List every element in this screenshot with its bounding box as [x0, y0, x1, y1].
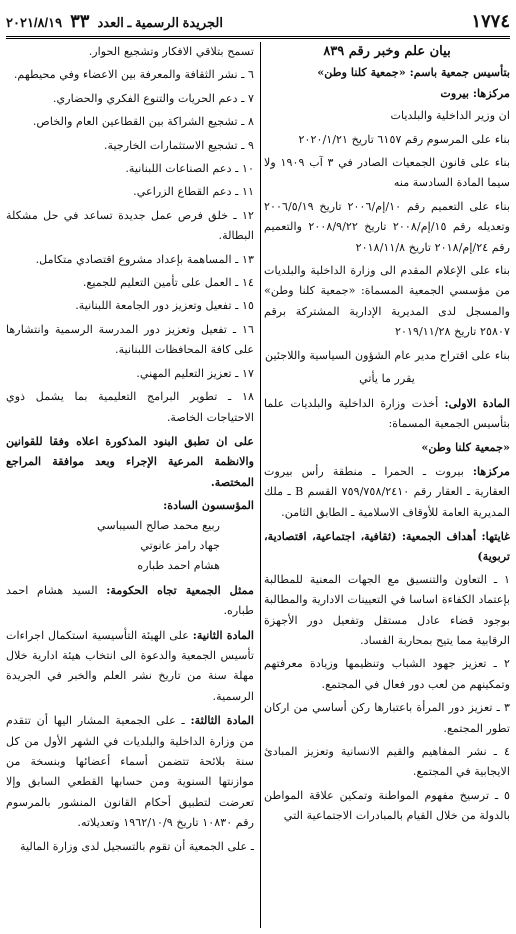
founders-label: المؤسسون السادة: — [163, 498, 254, 513]
right-column — [264, 42, 510, 928]
goal-item: ١٧ ـ تعزيز التعليم المهني. — [136, 366, 254, 380]
goal-item: ١ ـ التعاون والتنسيق مع الجهات المعنية للمطالبة بإعتماد الكفاءة اساسا في التعيينات الادارية والمطالبة بوجود قضاء عادل مستقل وتفعيل دور الأجهزة الرقابية مما يتيح بمحاربة الفساد. — [264, 572, 510, 647]
preamble-paragraph: بناء على المرسوم رقم ٦١٥٧ تاريخ ٢٠٢٠/١/٢١ — [298, 132, 510, 146]
article-2 — [6, 625, 254, 708]
article-1 — [264, 393, 510, 435]
article-3-text: ـ على الجمعية المشار اليها أن تتقدم من وزارة الداخلية والبلديات في الشهر الأول من كل سنة بلائحة تتضمن أسماء أعضائها وبنسخة من موازنتها السنوية ومن حسابها القطعي السابق وإلا تعرضت لتطبيق أحكام القانون المنشور بالمرسوم رقم ١٠٨٣٠ تاريخ ١٩٦٢/١٠/٩ وتعديلاته. — [6, 714, 254, 830]
founder-name: جهاد رامز عانوتي — [140, 538, 220, 552]
notice-hq: مركزها: بيروت — [440, 85, 510, 100]
issue-number: ٣٣ — [70, 10, 90, 31]
headquarters-text: بيروت ـ الحمرا ـ منطقة رأس بيروت العقارية ـ العقار رقم ٧٥٩/٧٥٨/٢٤١٠ القسم B ـ ملك المديرية العامة للأوقاف الاسلامية ـ الطابق الثامن. — [264, 464, 510, 519]
article-1-label: المادة الاولى: — [444, 395, 510, 410]
decides-line: يقرر ما يأتي — [359, 372, 415, 386]
goal-item: ١١ ـ دعم القطاع الزراعي. — [133, 185, 254, 199]
preamble-paragraph: بناء على التعميم رقم ١٠/إم/٢٠٠٦ تاريخ ٢٠٠٦/٥/١٩ وتعديله رقم ١٥/إم/٢٠٠٨ تاريخ ٢٠٠٨/٩/٢٢ والتعميم رقم ٢٤/إم/٢٠١٨ تاريخ ٢٠١٨/١١/٨ — [264, 199, 510, 254]
goal-item: ١٥ ـ تفعيل وتعزيز دور الجامعة اللبنانية. — [75, 299, 254, 313]
headquarters — [264, 461, 510, 523]
article-3-label: المادة الثالثة: — [190, 713, 254, 728]
goals-heading: غايتها: أهداف الجمعية: (ثقافية، اجتماعية، اقتصادية، تربوية) — [264, 528, 510, 564]
goal-item: ٨ ـ تشجيع الشراكة بين القطاعين العام والخاص. — [32, 115, 254, 129]
article-1-text: أخذت وزارة الداخلية والبلديات علما بتأسيس الجمعية المسماة: — [264, 396, 510, 430]
representative-label: ممثل الجمعية تجاه الحكومة: — [106, 582, 254, 597]
gazette-issue-line — [6, 11, 223, 32]
headquarters-label: مركزها: — [472, 463, 510, 478]
preamble-paragraph: ان وزير الداخلية والبلديات — [390, 109, 510, 123]
page-number: ١٧٧٤ — [471, 10, 510, 31]
association-name: «جمعية كلنا وطن» — [421, 440, 510, 455]
founder-name: ربيع محمد صالح السيباسي — [97, 518, 220, 532]
goal-item: ١٦ ـ تفعيل وتعزيز دور المدرسة الرسمية وانتشارها على كافة المحافظات اللبنانية. — [6, 322, 254, 357]
goal-item: تسمح بتلاقي الافكار وتشجيع الحوار. — [88, 45, 254, 58]
goal-item: ٦ ـ نشر الثقافة والمعرفة بين الاعضاء وفي محيطهم. — [13, 68, 254, 82]
goal-item: ٤ ـ نشر المفاهيم والقيم الانسانية وتعزيز المبادئ الايجابية في المجتمع. — [264, 745, 510, 779]
goal-item: ١٨ ـ تطوير البرامج التعليمية بما يشمل ذوي الاحتياجات الخاصة. — [6, 390, 254, 424]
article-3 — [6, 710, 254, 833]
goal-item: ٣ ـ تعزيز دور المرأة باعتبارها ركن أساسي من اركان تطور المجتمع. — [264, 701, 510, 735]
goal-item: ٢ ـ تعزيز جهود الشباب وتنظيمها وزيادة معرفتهم وتمكينهم من لعب دور فعال في المجتمع. — [264, 657, 510, 691]
preamble-paragraph: بناء على قانون الجمعيات الصادر في ٣ آب ١٩٠٩ ولا سيما المادة السادسة منه — [264, 156, 510, 190]
goal-item: ٧ ـ دعم الحريات والتنوع الفكري والحضاري. — [52, 91, 254, 105]
goal-item: ١٢ ـ خلق فرص عمل جديدة تساعد في حل مشكلة البطالة. — [6, 208, 254, 243]
page-header — [6, 6, 510, 36]
goal-item: ٥ ـ ترسيخ مفهوم المواطنة وتمكين علاقة المواطن بالدولة من خلال القيام بالمبادرات الاجتماعية التي — [264, 788, 510, 823]
founder-name: هشام احمد طباره — [137, 559, 220, 573]
notice-subtitle: بتأسيس جمعية باسم: «جمعية كلنا وطن» — [317, 65, 510, 80]
preamble-paragraph: بناء على الإعلام المقدم الى وزارة الداخلية والبلديات من مؤسسي الجمعية المسماة: «جمعية كلنا وطن» والمسجل لدى المديرية الإدارية المشتركة برقم ٢٥٨٠٧ تاريخ ٢٠١٩/١١/٢٨ — [264, 264, 510, 339]
representative-text: السيد هشام احمد طباره. — [6, 583, 254, 618]
gazette-name: الجريدة الرسمية ـ العدد — [97, 14, 223, 30]
article-2-text: على الهيئة التأسيسية استكمال اجراءات تأسيس الجمعية والدعوة الى انتخاب هيئة ادارية خلال مهلة سنة من تاريخ نشر العلم والخبر في الجريدة الرسمية. — [6, 628, 254, 703]
goal-item: ١٣ ـ المساهمة بإعداد مشروع اقتصادي متكامل. — [35, 252, 254, 266]
header-rule — [6, 36, 510, 39]
goal-item: ١٤ ـ العمل على تأمين التعليم للجميع. — [82, 276, 254, 290]
goal-item: ٩ ـ تشجيع الاستثمارات الخارجية. — [103, 138, 254, 152]
left-column — [6, 42, 254, 928]
government-representative — [6, 580, 254, 622]
preamble-paragraph: بناء على اقتراح مدير عام الشؤون السياسية واللاجئين — [265, 348, 510, 362]
issue-date: ٢٠٢١/٨/١٩ — [6, 14, 63, 30]
article-2-label: المادة الثانية: — [192, 627, 254, 642]
column-divider — [260, 42, 261, 928]
notice-title: بيان علم وخبر رقم ٨٣٩ — [323, 44, 451, 59]
goal-item: ١٠ ـ دعم الصناعات اللبنانية. — [125, 162, 254, 176]
final-line: ـ على الجمعية أن تقوم بالتسجيل لدى وزارة المالية — [20, 839, 254, 853]
condition-paragraph: على ان تطبق البنود المذكورة اعلاه وفقا للقوانين والانظمة المرعية الإجراء وبعد موافقة المراجع المختصة. — [6, 433, 254, 489]
